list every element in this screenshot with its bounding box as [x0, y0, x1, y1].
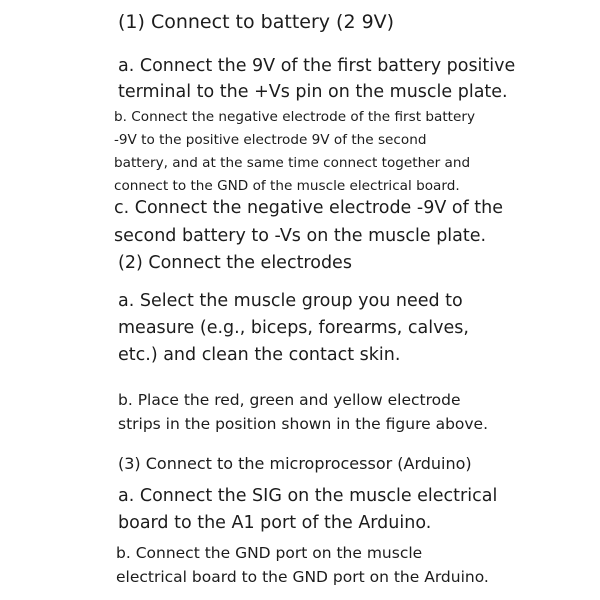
section1-step-c-line2: second battery to -Vs on the muscle plate.: [114, 226, 487, 246]
section1-step-b-line3: battery, and at the same time connect together and: [114, 155, 471, 171]
section2-step-a-line2: measure (e.g., biceps, forearms, calves,: [118, 318, 469, 338]
section2-step-a-line1: a. Select the muscle group you need to: [118, 291, 463, 311]
section1-heading: (1) Connect to battery (2 9V): [118, 11, 395, 33]
section3-step-b-line1: b. Connect the GND port on the muscle: [116, 544, 423, 562]
section3-step-a-line1: a. Connect the SIG on the muscle electrical: [118, 486, 498, 506]
section2-heading: (2) Connect the electrodes: [118, 253, 352, 273]
section2-step-b-line2: strips in the position shown in the figure above.: [118, 415, 489, 433]
section1-step-b-line4: connect to the GND of the muscle electrical board.: [114, 178, 460, 194]
section3-step-b-line2: electrical board to the GND port on the Arduino.: [116, 568, 489, 586]
section3-heading: (3) Connect to the microprocessor (Arduino): [118, 454, 472, 473]
section1-step-c-line1: c. Connect the negative electrode -9V of the: [114, 198, 504, 218]
section2-step-b-line1: b. Place the red, green and yellow electrode: [118, 391, 461, 409]
section1-step-b-line2: -9V to the positive electrode 9V of the second: [114, 132, 427, 148]
section1-step-b-line1: b. Connect the negative electrode of the first battery: [114, 109, 475, 125]
section1-step-a-line2: terminal to the +Vs pin on the muscle plate.: [118, 82, 508, 102]
section1-step-a-line1: a. Connect the 9V of the first battery positive: [118, 56, 516, 76]
section2-step-a-line3: etc.) and clean the contact skin.: [118, 345, 401, 365]
section3-step-a-line2: board to the A1 port of the Arduino.: [118, 513, 432, 533]
